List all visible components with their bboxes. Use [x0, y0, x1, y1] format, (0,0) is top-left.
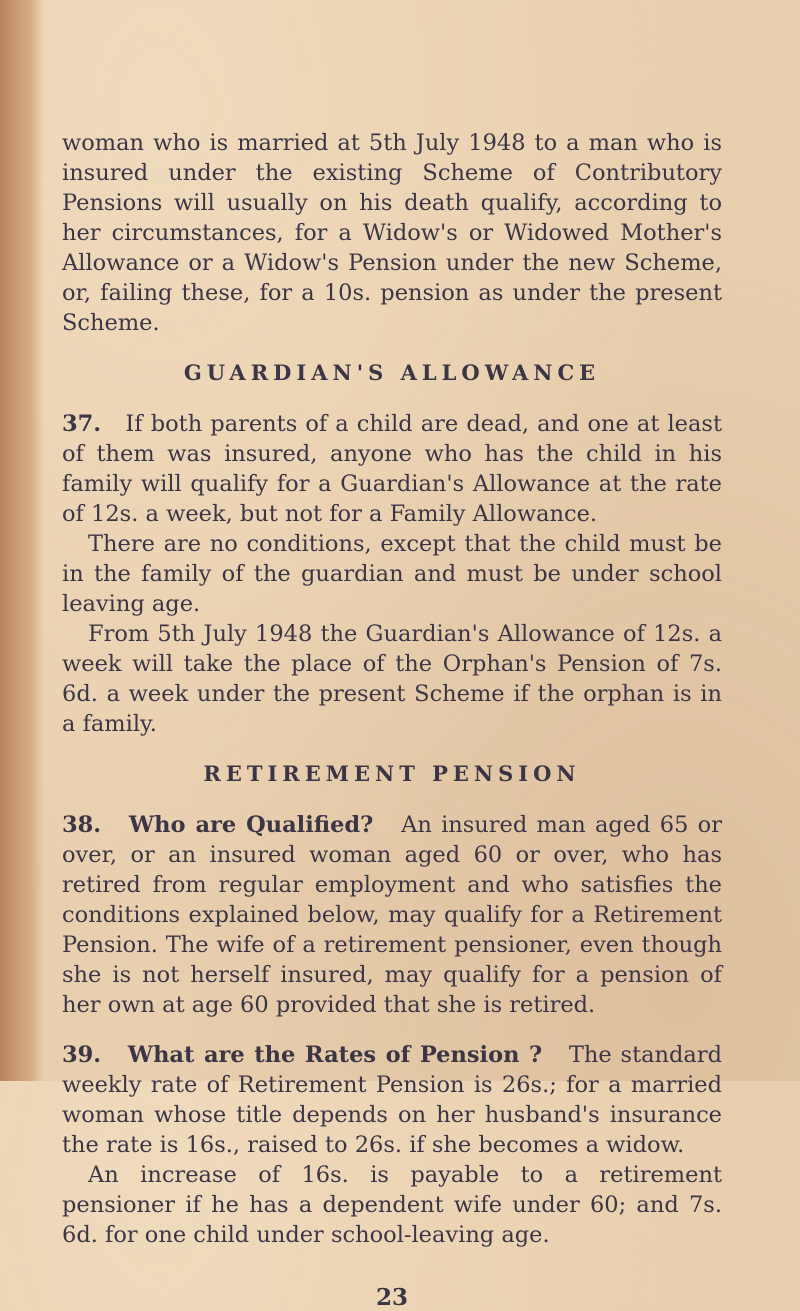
section-39-paragraph	[62, 1040, 722, 1160]
intro-paragraph: woman who is married at 5th July 1948 to a man who is insured under the existing Scheme of Contributory Pensions will usually on his death qualify, according to her circumstances, for a Widow's or Widowed Mother's Allowance or a Widow's Pension under the new Scheme, or, failing these, for a 10s. pension as under the present Scheme.	[62, 130, 722, 336]
section-39-question: What are the Rates of Pension ?	[127, 1042, 543, 1068]
section-37-number: 37.	[62, 411, 102, 437]
section-37-conditions: There are no conditions, except that the child must be in the family of the guardian and must be under school leaving age.	[62, 531, 722, 617]
section-39-number: 39.	[62, 1042, 102, 1068]
document-page	[62, 128, 722, 1311]
section-38-question: Who are Qualified?	[128, 812, 374, 838]
section-39-increase: An increase of 16s. is payable to a retirement pensioner if he has a dependent wife under 60; and 7s. 6d. for one child under school-leaving age.	[62, 1162, 722, 1248]
section-37-text: If both parents of a child are dead, and one at least of them was insured, anyone who has the child in his family will qualify for a Guardian's Allowance at the rate of 12s. a week, but not for a Family Allowance.	[62, 411, 722, 527]
section-38-number: 38.	[62, 812, 102, 838]
section-37-orphan-pension: From 5th July 1948 the Guardian's Allowance of 12s. a week will take the place of the Orphan's Pension of 7s. 6d. a week under the present Scheme if the orphan is in a family.	[62, 621, 722, 737]
page-edge-shadow	[0, 0, 44, 1081]
section-38-text: An insured man aged 65 or over, or an insured woman aged 60 or over, who has retired from regular employment and who satisfies the conditions explained below, may qualify for a Retirement Pension. The wife of a retirement pensioner, even though she is not herself insured, may qualify for a pension of her own at age 60 provided that she is retired.	[62, 812, 722, 1018]
page-number: 23	[375, 1284, 408, 1311]
section-38-paragraph	[62, 810, 722, 1020]
section-39-text: The standard weekly rate of Retirement Pension is 26s.; for a married woman whose title depends on her husband's insurance the rate is 16s., raised to 26s. if she becomes a widow.	[62, 1042, 722, 1158]
section-37-paragraph	[62, 409, 722, 529]
guardians-allowance-heading: GUARDIAN'S ALLOWANCE	[183, 360, 601, 385]
retirement-pension-heading: RETIREMENT PENSION	[203, 761, 581, 786]
